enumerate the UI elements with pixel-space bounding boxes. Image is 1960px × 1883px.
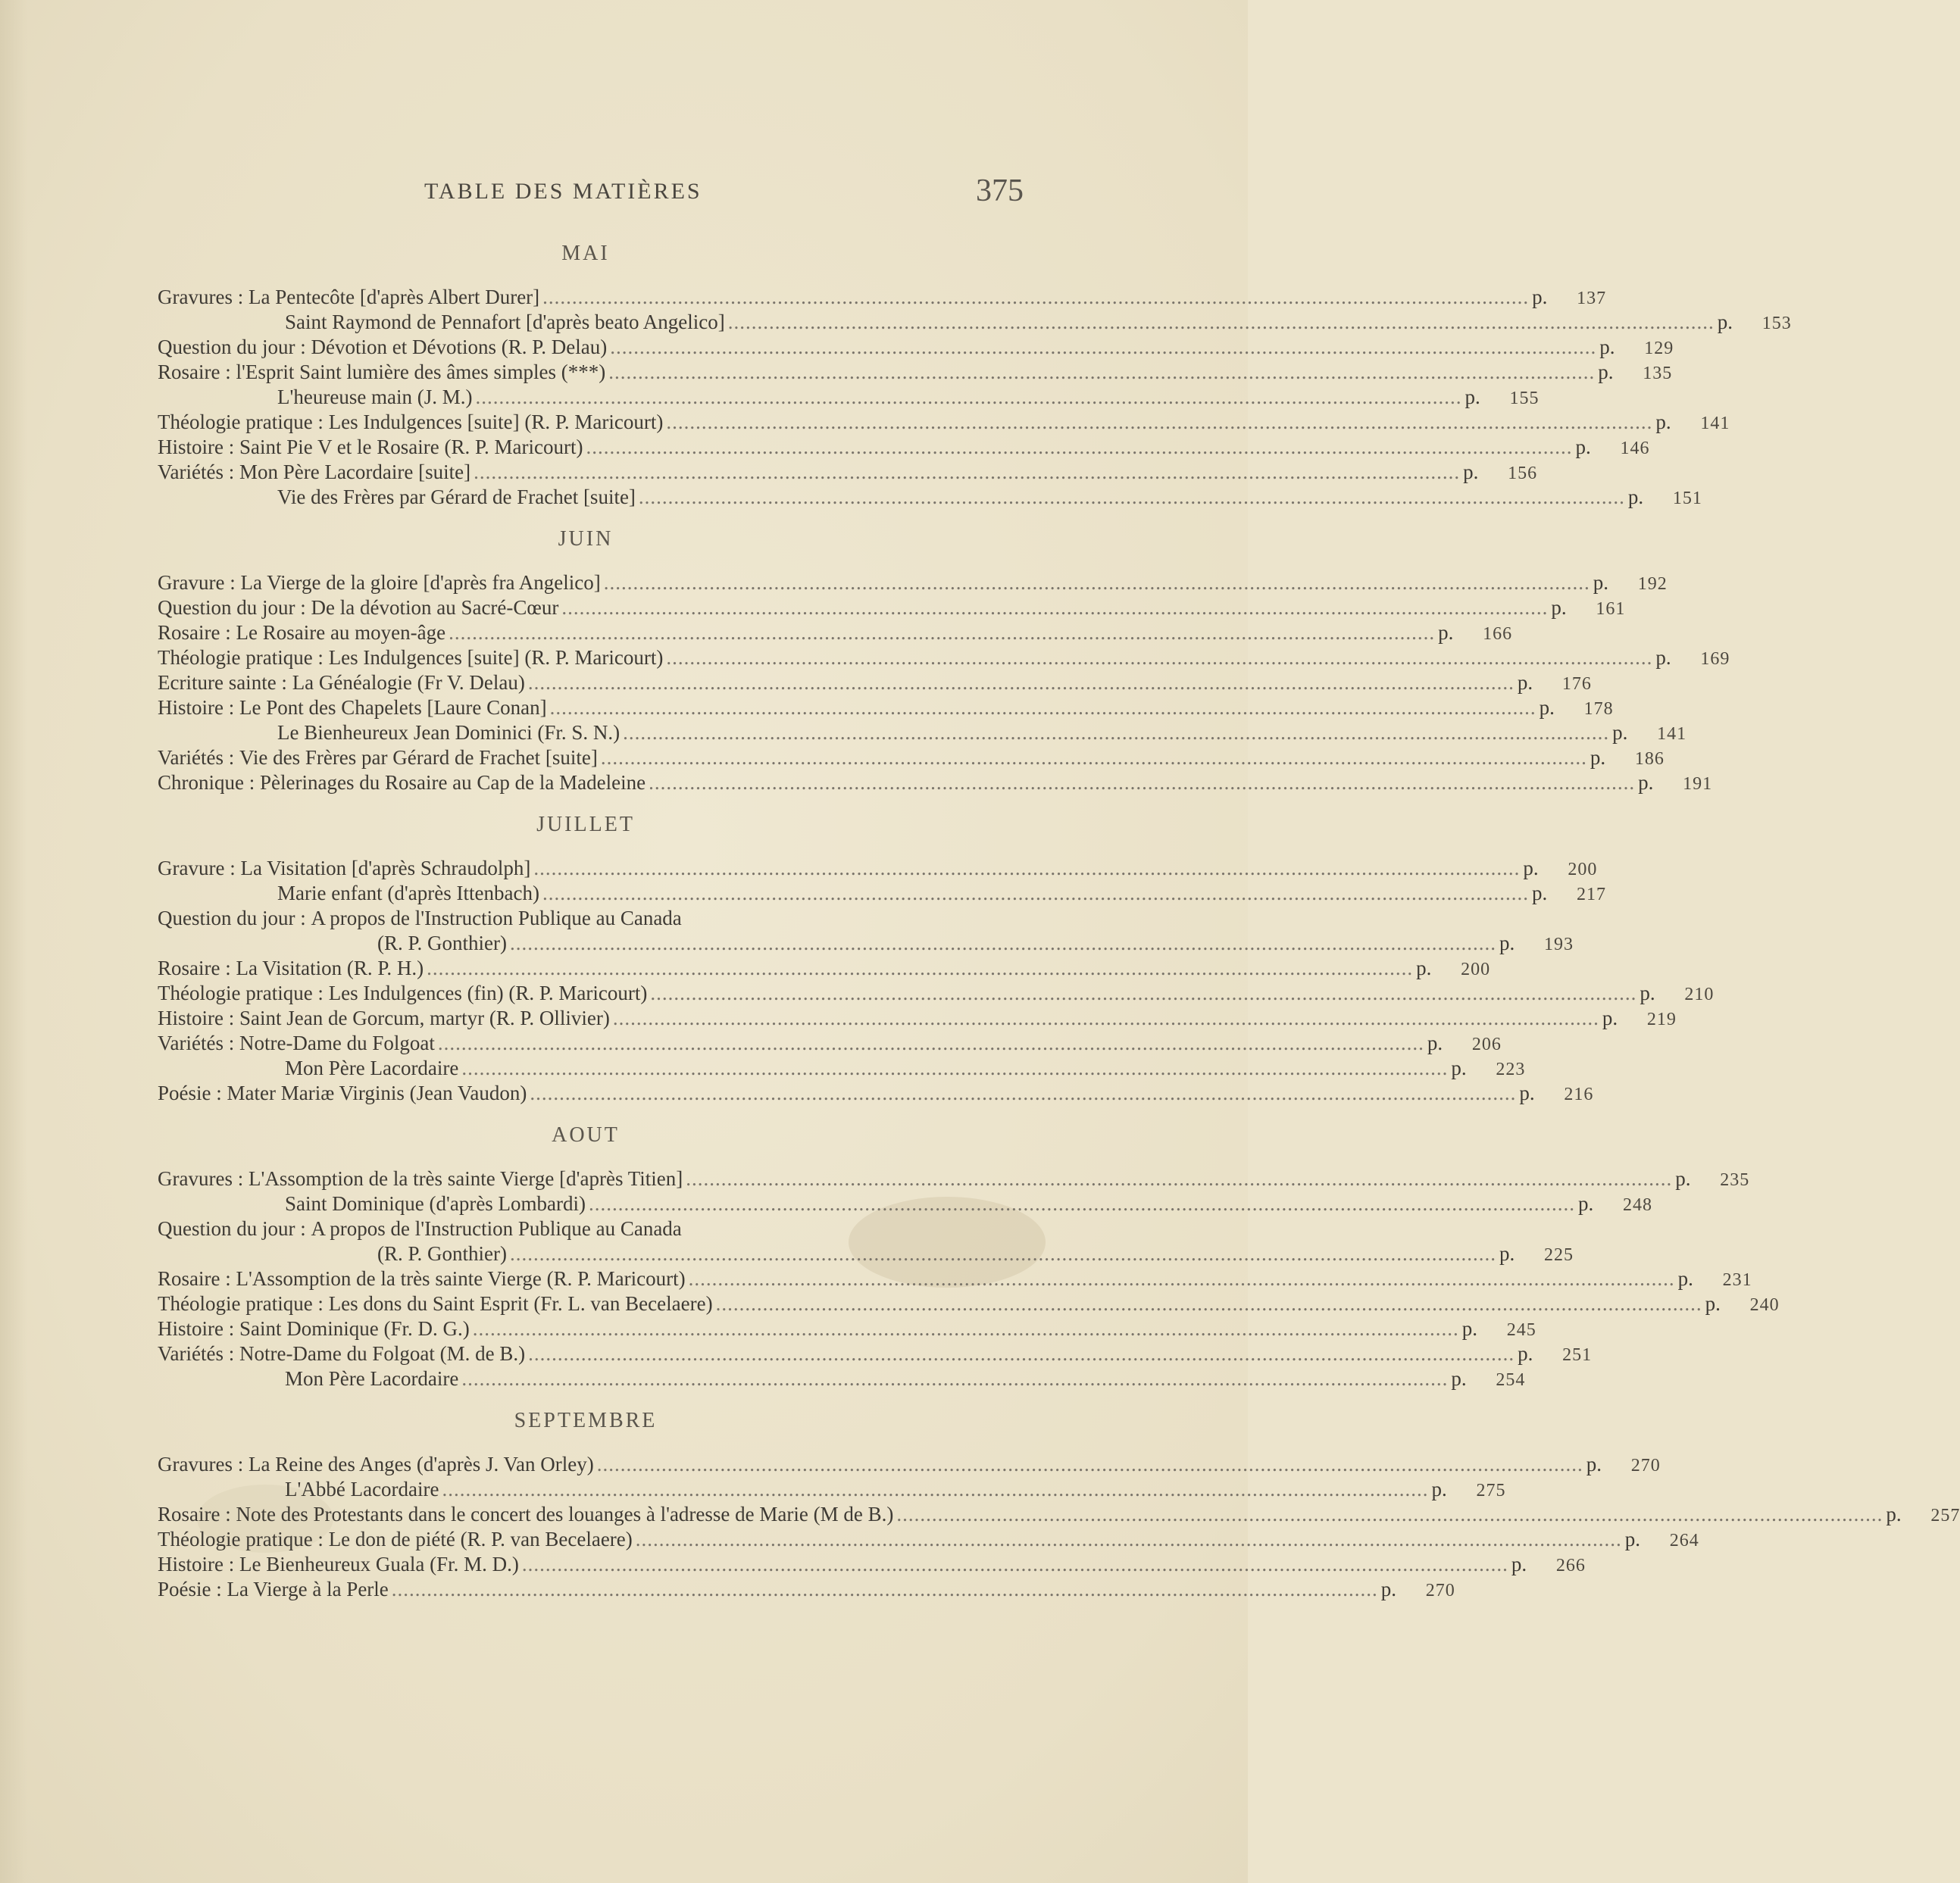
leader-dots xyxy=(610,335,1596,360)
leader-dots xyxy=(604,570,1590,595)
leader-dots xyxy=(474,460,1460,485)
leader-dots xyxy=(473,1316,1459,1341)
page-ref: 135 xyxy=(1643,364,1673,383)
entry-category: Variétés : xyxy=(158,1342,235,1365)
entry-category: Rosaire : xyxy=(158,1503,231,1525)
toc-entry xyxy=(158,981,1715,1006)
entry-title: A propos de l'Instruction Publique au Canada xyxy=(305,907,682,929)
entry-title: Les dons du Saint Esprit (Fr. L. van Becelaere) xyxy=(323,1292,713,1315)
leader-dots xyxy=(689,1266,1675,1291)
page-abbrev: p. xyxy=(1499,1242,1515,1265)
toc-entry xyxy=(158,435,1650,460)
leader-dots xyxy=(476,385,1462,410)
page-abbrev: p. xyxy=(1638,771,1654,794)
entry-category: Poésie : xyxy=(158,1578,222,1600)
leader-dots xyxy=(533,856,1520,881)
toc-section-septembre xyxy=(158,1401,1960,1602)
page-ref: 225 xyxy=(1544,1245,1574,1265)
toc-entry xyxy=(158,1366,1526,1391)
page-ref: 129 xyxy=(1644,339,1674,358)
leader-dots xyxy=(686,1166,1672,1191)
entry-title: Mon Père Lacordaire [suite] xyxy=(234,461,471,483)
leader-dots xyxy=(589,1191,1575,1216)
toc-entry xyxy=(158,881,1606,906)
page-ref: 245 xyxy=(1506,1320,1536,1340)
entry-title: Les Indulgences [suite] (R. P. Maricourt) xyxy=(323,411,664,433)
page-ref: 137 xyxy=(1577,289,1607,308)
toc-entry xyxy=(158,1477,1506,1502)
toc-section-juin xyxy=(158,519,1730,795)
page-gutter-shadow xyxy=(0,0,27,1883)
page-ref: 248 xyxy=(1623,1195,1653,1215)
entry-title: Saint Raymond de Pennafort [d'après beato Angelico] xyxy=(285,311,725,333)
page-abbrev: p. xyxy=(1705,1292,1721,1315)
page-abbrev: p. xyxy=(1380,1578,1397,1600)
entry-title: La Généalogie (Fr V. Delau) xyxy=(286,671,525,694)
toc-entry xyxy=(158,906,1574,956)
toc-entry xyxy=(158,595,1626,620)
entry-title-continuation: (R. P. Gonthier) xyxy=(377,1242,507,1265)
toc-entry xyxy=(158,956,1491,981)
page-ref: 216 xyxy=(1564,1085,1594,1104)
leader-dots xyxy=(649,770,1635,795)
page-ref: 257 xyxy=(1930,1506,1960,1525)
month-heading: MAI xyxy=(561,242,610,265)
page-ref: 254 xyxy=(1496,1370,1526,1390)
entry-category: Histoire : xyxy=(158,696,235,719)
page-ref: 200 xyxy=(1461,960,1491,979)
entry-category: Variétés : xyxy=(158,461,235,483)
leader-dots xyxy=(449,620,1435,645)
page-abbrev: p. xyxy=(1427,1032,1443,1054)
page-abbrev: p. xyxy=(1575,436,1591,458)
toc-entry xyxy=(158,770,1713,795)
leader-dots xyxy=(666,410,1652,435)
leader-dots xyxy=(597,1452,1583,1477)
running-title: TABLE DES MATIÈRES xyxy=(424,179,702,204)
entry-title-continuation: (R. P. Gonthier) xyxy=(377,932,507,954)
entry-category: Variétés : xyxy=(158,1032,235,1054)
entry-category: Gravure : xyxy=(158,857,236,879)
leader-dots xyxy=(442,1477,1429,1502)
entry-list xyxy=(158,1166,1780,1391)
toc-entry xyxy=(158,1216,1574,1266)
page-ref: 176 xyxy=(1561,674,1592,694)
page-ref: 219 xyxy=(1646,1010,1677,1029)
entry-category: Théologie pratique : xyxy=(158,646,324,669)
leader-dots xyxy=(561,595,1548,620)
toc-entry xyxy=(158,310,1792,335)
month-heading: SEPTEMBRE xyxy=(514,1409,658,1432)
page-ref: 251 xyxy=(1562,1345,1593,1365)
entry-category: Gravure : xyxy=(158,571,236,594)
leader-dots xyxy=(510,931,1496,956)
toc-entry xyxy=(158,1552,1586,1577)
leader-dots xyxy=(438,1031,1424,1056)
entry-title: Le Bienheureux Jean Dominici (Fr. S. N.) xyxy=(277,721,621,744)
entry-category: Question du jour : xyxy=(158,1217,306,1240)
toc-section-juillet xyxy=(158,804,1715,1106)
page-ref: 186 xyxy=(1634,749,1665,769)
toc-entry xyxy=(158,745,1665,770)
leader-dots xyxy=(461,1366,1448,1391)
page-ref: 146 xyxy=(1620,439,1650,458)
entry-title: La Visitation (R. P. H.) xyxy=(230,957,424,979)
entry-title: Mon Père Lacordaire xyxy=(285,1057,459,1079)
page-abbrev: p. xyxy=(1461,1317,1477,1340)
page-abbrev: p. xyxy=(1590,746,1606,769)
page-abbrev: p. xyxy=(1551,596,1567,619)
leader-dots xyxy=(586,435,1572,460)
page-abbrev: p. xyxy=(1612,721,1628,744)
page-abbrev: p. xyxy=(1602,1007,1618,1029)
leader-dots xyxy=(608,360,1595,385)
page-ref: 231 xyxy=(1722,1270,1752,1290)
entry-category: Rosaire : xyxy=(158,621,231,644)
toc-entry xyxy=(158,570,1668,595)
leader-dots xyxy=(542,285,1529,310)
page-abbrev: p. xyxy=(1627,486,1644,508)
page-abbrev: p. xyxy=(1539,696,1555,719)
toc-entry xyxy=(158,620,1513,645)
page-abbrev: p. xyxy=(1531,882,1548,904)
entry-title: Saint Dominique (Fr. D. G.) xyxy=(234,1317,470,1340)
toc-section-mai xyxy=(158,233,1792,510)
toc-entry xyxy=(158,645,1730,670)
page-ref: 141 xyxy=(1700,414,1730,433)
toc-entry xyxy=(158,720,1687,745)
entry-title: Les Indulgences [suite] (R. P. Maricourt) xyxy=(323,646,664,669)
page-abbrev: p. xyxy=(1655,646,1671,669)
page-abbrev: p. xyxy=(1518,1342,1533,1365)
leader-dots xyxy=(666,645,1652,670)
page-ref: 270 xyxy=(1425,1581,1455,1600)
toc-entry xyxy=(158,1056,1526,1081)
month-heading: JUIN xyxy=(558,527,614,551)
entry-title: Saint Jean de Gorcum, martyr (R. P. Ollivier) xyxy=(234,1007,610,1029)
page-ref: 178 xyxy=(1583,699,1614,719)
month-heading: JUILLET xyxy=(536,813,635,836)
entry-category: Question du jour : xyxy=(158,596,306,619)
page-ref: 200 xyxy=(1568,860,1598,879)
page-abbrev: p. xyxy=(1519,1082,1535,1104)
entry-title: La Reine des Anges (d'après J. Van Orley) xyxy=(243,1453,594,1475)
page-abbrev: p. xyxy=(1517,671,1533,694)
toc-entry xyxy=(158,360,1673,385)
page-number: 375 xyxy=(976,173,1024,208)
toc-entry xyxy=(158,1316,1536,1341)
page-ref: 156 xyxy=(1508,464,1538,483)
page-abbrev: p. xyxy=(1598,361,1614,383)
entry-title: Dévotion et Dévotions (R. P. Delau) xyxy=(305,336,608,358)
entry-category: Question du jour : xyxy=(158,336,306,358)
toc-entry xyxy=(158,285,1607,310)
page-abbrev: p. xyxy=(1717,311,1733,333)
entry-category: Histoire : xyxy=(158,436,235,458)
page-ref: 151 xyxy=(1672,489,1702,508)
toc-entry xyxy=(158,695,1614,720)
leader-dots xyxy=(461,1056,1448,1081)
entry-category: Rosaire : xyxy=(158,1267,231,1290)
page-abbrev: p. xyxy=(1655,411,1671,433)
page-ref: 191 xyxy=(1683,774,1713,794)
toc-entry xyxy=(158,1502,1960,1527)
leader-dots xyxy=(896,1502,1883,1527)
page-abbrev: p. xyxy=(1465,386,1480,408)
toc-entry xyxy=(158,856,1598,881)
entry-title: L'Abbé Lacordaire xyxy=(285,1478,439,1500)
toc-entry xyxy=(158,1577,1455,1602)
page-ref: 141 xyxy=(1657,724,1687,744)
page-header xyxy=(0,173,1248,218)
entry-title: Notre-Dame du Folgoat xyxy=(234,1032,435,1054)
entry-title: A propos de l'Instruction Publique au Canada xyxy=(305,1217,682,1240)
page-ref: 169 xyxy=(1700,649,1730,669)
toc-entry xyxy=(158,335,1674,360)
entry-title: L'Assomption de la très sainte Vierge [d'après Titien] xyxy=(243,1167,683,1190)
entry-title: La Vierge de la gloire [d'après fra Angelico] xyxy=(235,571,601,594)
entry-title: Vie des Frères par Gérard de Frachet [suite] xyxy=(277,486,636,508)
leader-dots xyxy=(530,1081,1516,1106)
entry-list xyxy=(158,285,1792,510)
leader-dots xyxy=(542,881,1529,906)
toc-entry xyxy=(158,385,1540,410)
entry-title: L'Assomption de la très sainte Vierge (R. P. Maricourt) xyxy=(230,1267,686,1290)
toc-entry xyxy=(158,1266,1752,1291)
entry-title: La Visitation [d'après Schraudolph] xyxy=(235,857,531,879)
page-abbrev: p. xyxy=(1532,286,1548,308)
entry-title: De la dévotion au Sacré-Cœur xyxy=(305,596,559,619)
entry-category: Histoire : xyxy=(158,1007,235,1029)
leader-dots xyxy=(728,310,1715,335)
entry-title: Le Pont des Chapelets [Laure Conan] xyxy=(234,696,547,719)
toc-entry xyxy=(158,1081,1594,1106)
page-abbrev: p. xyxy=(1511,1553,1527,1575)
page-ref: 235 xyxy=(1720,1170,1750,1190)
entry-list xyxy=(158,1452,1960,1602)
toc-entry xyxy=(158,1006,1677,1031)
entry-category: Théologie pratique : xyxy=(158,1292,324,1315)
toc-section-aout xyxy=(158,1115,1780,1391)
leader-dots xyxy=(601,745,1587,770)
entry-category: Chronique : xyxy=(158,771,255,794)
entry-category: Question du jour : xyxy=(158,907,306,929)
entry-title: Pèlerinages du Rosaire au Cap de la Madeleine xyxy=(255,771,646,794)
entry-category: Gravures : xyxy=(158,286,244,308)
leader-dots xyxy=(613,1006,1599,1031)
entry-title: Notre-Dame du Folgoat (M. de B.) xyxy=(234,1342,526,1365)
leader-dots xyxy=(716,1291,1702,1316)
entry-category: Théologie pratique : xyxy=(158,411,324,433)
entry-category: Ecriture sainte : xyxy=(158,671,287,694)
page-abbrev: p. xyxy=(1463,461,1479,483)
entry-title: L'heureuse main (J. M.) xyxy=(277,386,473,408)
page-abbrev: p. xyxy=(1499,932,1515,954)
entry-title: Les Indulgences (fin) (R. P. Maricourt) xyxy=(323,982,648,1004)
toc-entry xyxy=(158,1031,1502,1056)
entry-title: La Pentecôte [d'après Albert Durer] xyxy=(243,286,540,308)
entry-list xyxy=(158,856,1715,1106)
toc-entry xyxy=(158,1341,1593,1366)
page-abbrev: p. xyxy=(1886,1503,1902,1525)
entry-category: Histoire : xyxy=(158,1553,235,1575)
entry-title: Saint Pie V et le Rosaire (R. P. Maricourt) xyxy=(234,436,583,458)
leader-dots xyxy=(623,720,1609,745)
page-ref: 210 xyxy=(1684,985,1715,1004)
page-abbrev: p. xyxy=(1593,571,1608,594)
page-ref: 275 xyxy=(1476,1481,1506,1500)
entry-title: Marie enfant (d'après Ittenbach) xyxy=(277,882,539,904)
leader-dots xyxy=(392,1577,1378,1602)
entry-title: Note des Protestants dans le concert des louanges à l'adresse de Marie (M de B.) xyxy=(230,1503,894,1525)
page-abbrev: p. xyxy=(1586,1453,1602,1475)
entry-category: Poésie : xyxy=(158,1082,222,1104)
page-abbrev: p. xyxy=(1416,957,1432,979)
page-abbrev: p. xyxy=(1451,1367,1467,1390)
entry-category: Théologie pratique : xyxy=(158,1528,324,1550)
page-abbrev: p. xyxy=(1438,621,1454,644)
leader-dots xyxy=(550,695,1536,720)
entry-category: Histoire : xyxy=(158,1317,235,1340)
entry-title: Mater Mariæ Virginis (Jean Vaudon) xyxy=(221,1082,527,1104)
page-ref: 206 xyxy=(1471,1035,1502,1054)
page-abbrev: p. xyxy=(1523,857,1539,879)
entry-title: Le Rosaire au moyen-âge xyxy=(230,621,446,644)
entry-list xyxy=(158,570,1730,795)
page-abbrev: p. xyxy=(1599,336,1615,358)
table-of-contents xyxy=(158,227,1960,1611)
entry-category: Gravures : xyxy=(158,1167,244,1190)
entry-title: Vie des Frères par Gérard de Frachet [suite] xyxy=(234,746,598,769)
page-abbrev: p. xyxy=(1578,1192,1594,1215)
page-ref: 153 xyxy=(1761,314,1792,333)
page-ref: 192 xyxy=(1637,574,1668,594)
entry-title: Le don de piété (R. P. van Becelaere) xyxy=(323,1528,633,1550)
entry-title: Saint Dominique (d'après Lombardi) xyxy=(285,1192,586,1215)
page-ref: 166 xyxy=(1483,624,1513,644)
toc-entry xyxy=(158,1166,1750,1191)
toc-entry xyxy=(158,1191,1653,1216)
page-ref: 270 xyxy=(1630,1456,1661,1475)
leader-dots xyxy=(636,1527,1622,1552)
month-heading: AOUT xyxy=(552,1123,620,1147)
leader-dots xyxy=(510,1241,1496,1266)
page-ref: 264 xyxy=(1669,1531,1699,1550)
toc-entry xyxy=(158,410,1730,435)
leader-dots xyxy=(639,485,1625,510)
entry-title: l'Esprit Saint lumière des âmes simples (***) xyxy=(230,361,606,383)
toc-entry xyxy=(158,460,1538,485)
toc-entry xyxy=(158,1527,1699,1552)
toc-entry xyxy=(158,1452,1661,1477)
page-ref: 266 xyxy=(1555,1556,1586,1575)
entry-title: La Vierge à la Perle xyxy=(221,1578,389,1600)
entry-category: Rosaire : xyxy=(158,957,231,979)
page-abbrev: p. xyxy=(1675,1167,1691,1190)
entry-category: Théologie pratique : xyxy=(158,982,324,1004)
page-ref: 217 xyxy=(1576,885,1606,904)
page-abbrev: p. xyxy=(1677,1267,1693,1290)
entry-title: Mon Père Lacordaire xyxy=(285,1367,459,1390)
page-ref: 223 xyxy=(1496,1060,1526,1079)
entry-title: Le Bienheureux Guala (Fr. M. D.) xyxy=(234,1553,519,1575)
toc-entry xyxy=(158,1291,1780,1316)
entry-category: Gravures : xyxy=(158,1453,244,1475)
entry-category: Rosaire : xyxy=(158,361,231,383)
leader-dots xyxy=(427,956,1413,981)
page-ref: 161 xyxy=(1596,599,1626,619)
page-ref: 155 xyxy=(1509,389,1540,408)
page-ref: 240 xyxy=(1749,1295,1780,1315)
page-abbrev: p. xyxy=(1640,982,1655,1004)
leader-dots xyxy=(528,670,1515,695)
page-abbrev: p. xyxy=(1431,1478,1447,1500)
toc-entry xyxy=(158,670,1592,695)
leader-dots xyxy=(522,1552,1508,1577)
page-abbrev: p. xyxy=(1624,1528,1641,1550)
leader-dots xyxy=(528,1341,1515,1366)
page-abbrev: p. xyxy=(1451,1057,1467,1079)
page-ref: 193 xyxy=(1544,935,1574,954)
toc-entry xyxy=(158,485,1702,510)
entry-category: Variétés : xyxy=(158,746,235,769)
leader-dots xyxy=(650,981,1636,1006)
